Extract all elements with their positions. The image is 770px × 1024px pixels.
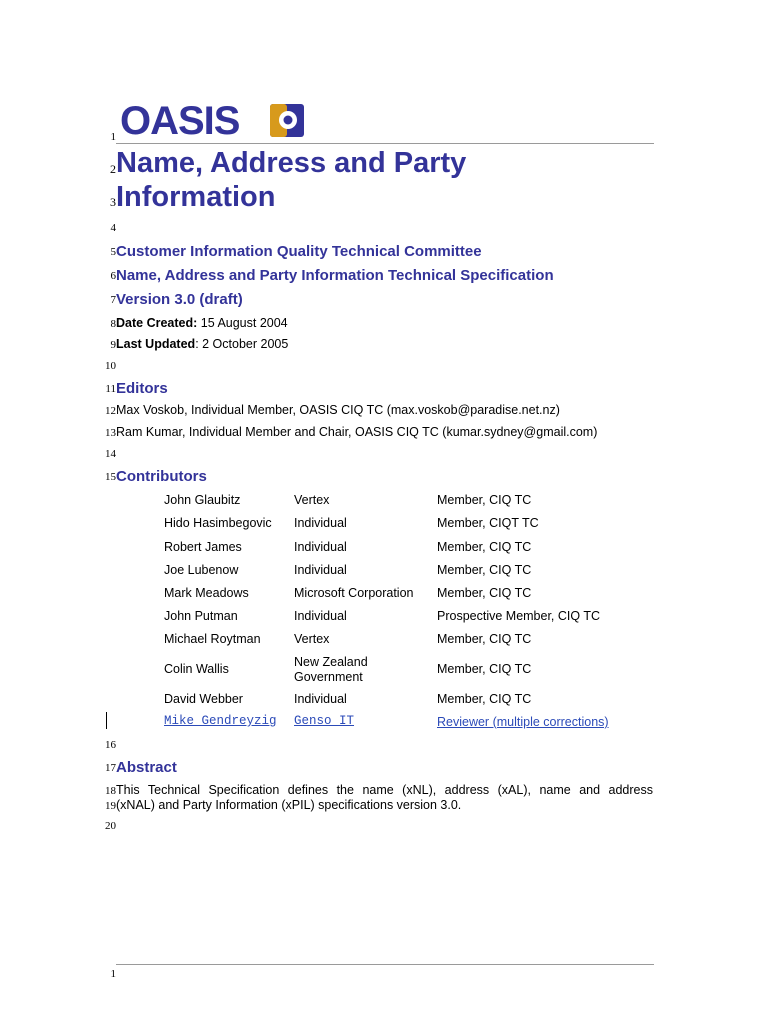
editors-heading: Editors [116, 380, 168, 397]
contributor-name: Joe Lubenow [164, 563, 239, 577]
contributor-role: Member, CIQ TC [437, 632, 532, 646]
contributor-name: John Putman [164, 609, 238, 623]
contributors-heading: Contributors [116, 468, 207, 485]
line-number: 6 [110, 270, 116, 282]
contributor-org: Individual [294, 563, 347, 577]
contributor-role: Member, CIQ TC [437, 692, 532, 706]
header-rule [116, 143, 654, 144]
line-number: 15 [105, 471, 116, 483]
contributor-name: John Glaubitz [164, 493, 241, 507]
contributor-org: Individual [294, 609, 347, 623]
contributor-org-line1: New Zealand [294, 655, 368, 669]
line-number: 8 [110, 318, 116, 330]
line-number: 20 [105, 820, 116, 832]
document-title-line1: Name, Address and Party [116, 147, 467, 179]
line-number: 2 [110, 162, 116, 176]
last-updated [116, 337, 288, 351]
contributor-org: Individual [294, 692, 347, 706]
oasis-logo [120, 100, 310, 140]
contributor-org-link[interactable]: Genso IT [294, 714, 355, 728]
contributor-role: Member, CIQ TC [437, 662, 532, 676]
contributor-org: Individual [294, 516, 347, 530]
contributor-role: Member, CIQ TC [437, 540, 532, 554]
line-number: 7 [110, 294, 116, 306]
abstract-heading: Abstract [116, 759, 177, 776]
date-created-value: 15 August 2004 [197, 316, 288, 330]
line-number: 11 [105, 383, 116, 395]
line-number: 14 [105, 448, 116, 460]
line-number: 12 [105, 405, 116, 417]
contributor-role: Member, CIQ TC [437, 493, 532, 507]
contributor-org: Vertex [294, 632, 330, 646]
contributor-name: Colin Wallis [164, 662, 229, 676]
line-number: 5 [110, 246, 116, 258]
editor-item: Max Voskob, Individual Member, OASIS CIQ TC (max.voskob@paradise.net.nz) [116, 403, 560, 417]
contributor-name: David Webber [164, 692, 243, 706]
contributor-name: Mark Meadows [164, 586, 249, 600]
contributor-role: Member, CIQ TC [437, 563, 532, 577]
line-number: 9 [110, 339, 116, 351]
line-number: 1 [110, 131, 116, 143]
line-number: 13 [105, 427, 116, 439]
change-bar [106, 712, 107, 729]
committee-name: Customer Information Quality Technical Committee [116, 243, 482, 260]
abstract-line2: (xNAL) and Party Information (xPIL) specifications version 3.0. [116, 798, 462, 812]
contributor-name: Robert James [164, 540, 242, 554]
contributor-name-link[interactable]: Mike Gendreyzig [164, 714, 277, 728]
line-number: 17 [105, 762, 116, 774]
spec-name: Name, Address and Party Information Technical Specification [116, 267, 554, 284]
contributor-org: Vertex [294, 493, 330, 507]
line-number: 18 [105, 785, 116, 797]
contributor-role-link[interactable]: Reviewer (multiple corrections) [437, 715, 609, 729]
line-number: 10 [105, 360, 116, 372]
contributor-org-line2: Government [294, 670, 363, 684]
last-updated-label: Last Updated [116, 337, 196, 351]
contributor-role: Prospective Member, CIQ TC [437, 609, 601, 623]
footer-rule [116, 964, 654, 965]
contributor-org: Microsoft Corporation [294, 586, 414, 600]
document-title-line2: Information [116, 181, 276, 213]
contributor-role: Member, CIQ TC [437, 586, 532, 600]
svg-text:OASIS: OASIS [120, 100, 240, 140]
version: Version 3.0 (draft) [116, 291, 243, 308]
contributor-role: Member, CIQT TC [437, 516, 539, 530]
line-number: 3 [110, 195, 116, 209]
contributor-name: Hido Hasimbegovic [164, 516, 272, 530]
line-number: 16 [105, 739, 116, 751]
line-number: 4 [110, 222, 116, 234]
abstract-line1: This Technical Specification defines the name (xNL), address (xAL), name and address [116, 783, 653, 797]
editor-item: Ram Kumar, Individual Member and Chair, OASIS CIQ TC (kumar.sydney@gmail.com) [116, 425, 598, 439]
date-created-label: Date Created: [116, 316, 198, 330]
footer-page-number: 1 [110, 968, 116, 980]
date-created [116, 316, 288, 330]
contributor-name: Michael Roytman [164, 632, 261, 646]
contributor-org: Individual [294, 540, 347, 554]
line-number: 19 [105, 800, 116, 812]
last-updated-value: : 2 October 2005 [195, 337, 289, 351]
